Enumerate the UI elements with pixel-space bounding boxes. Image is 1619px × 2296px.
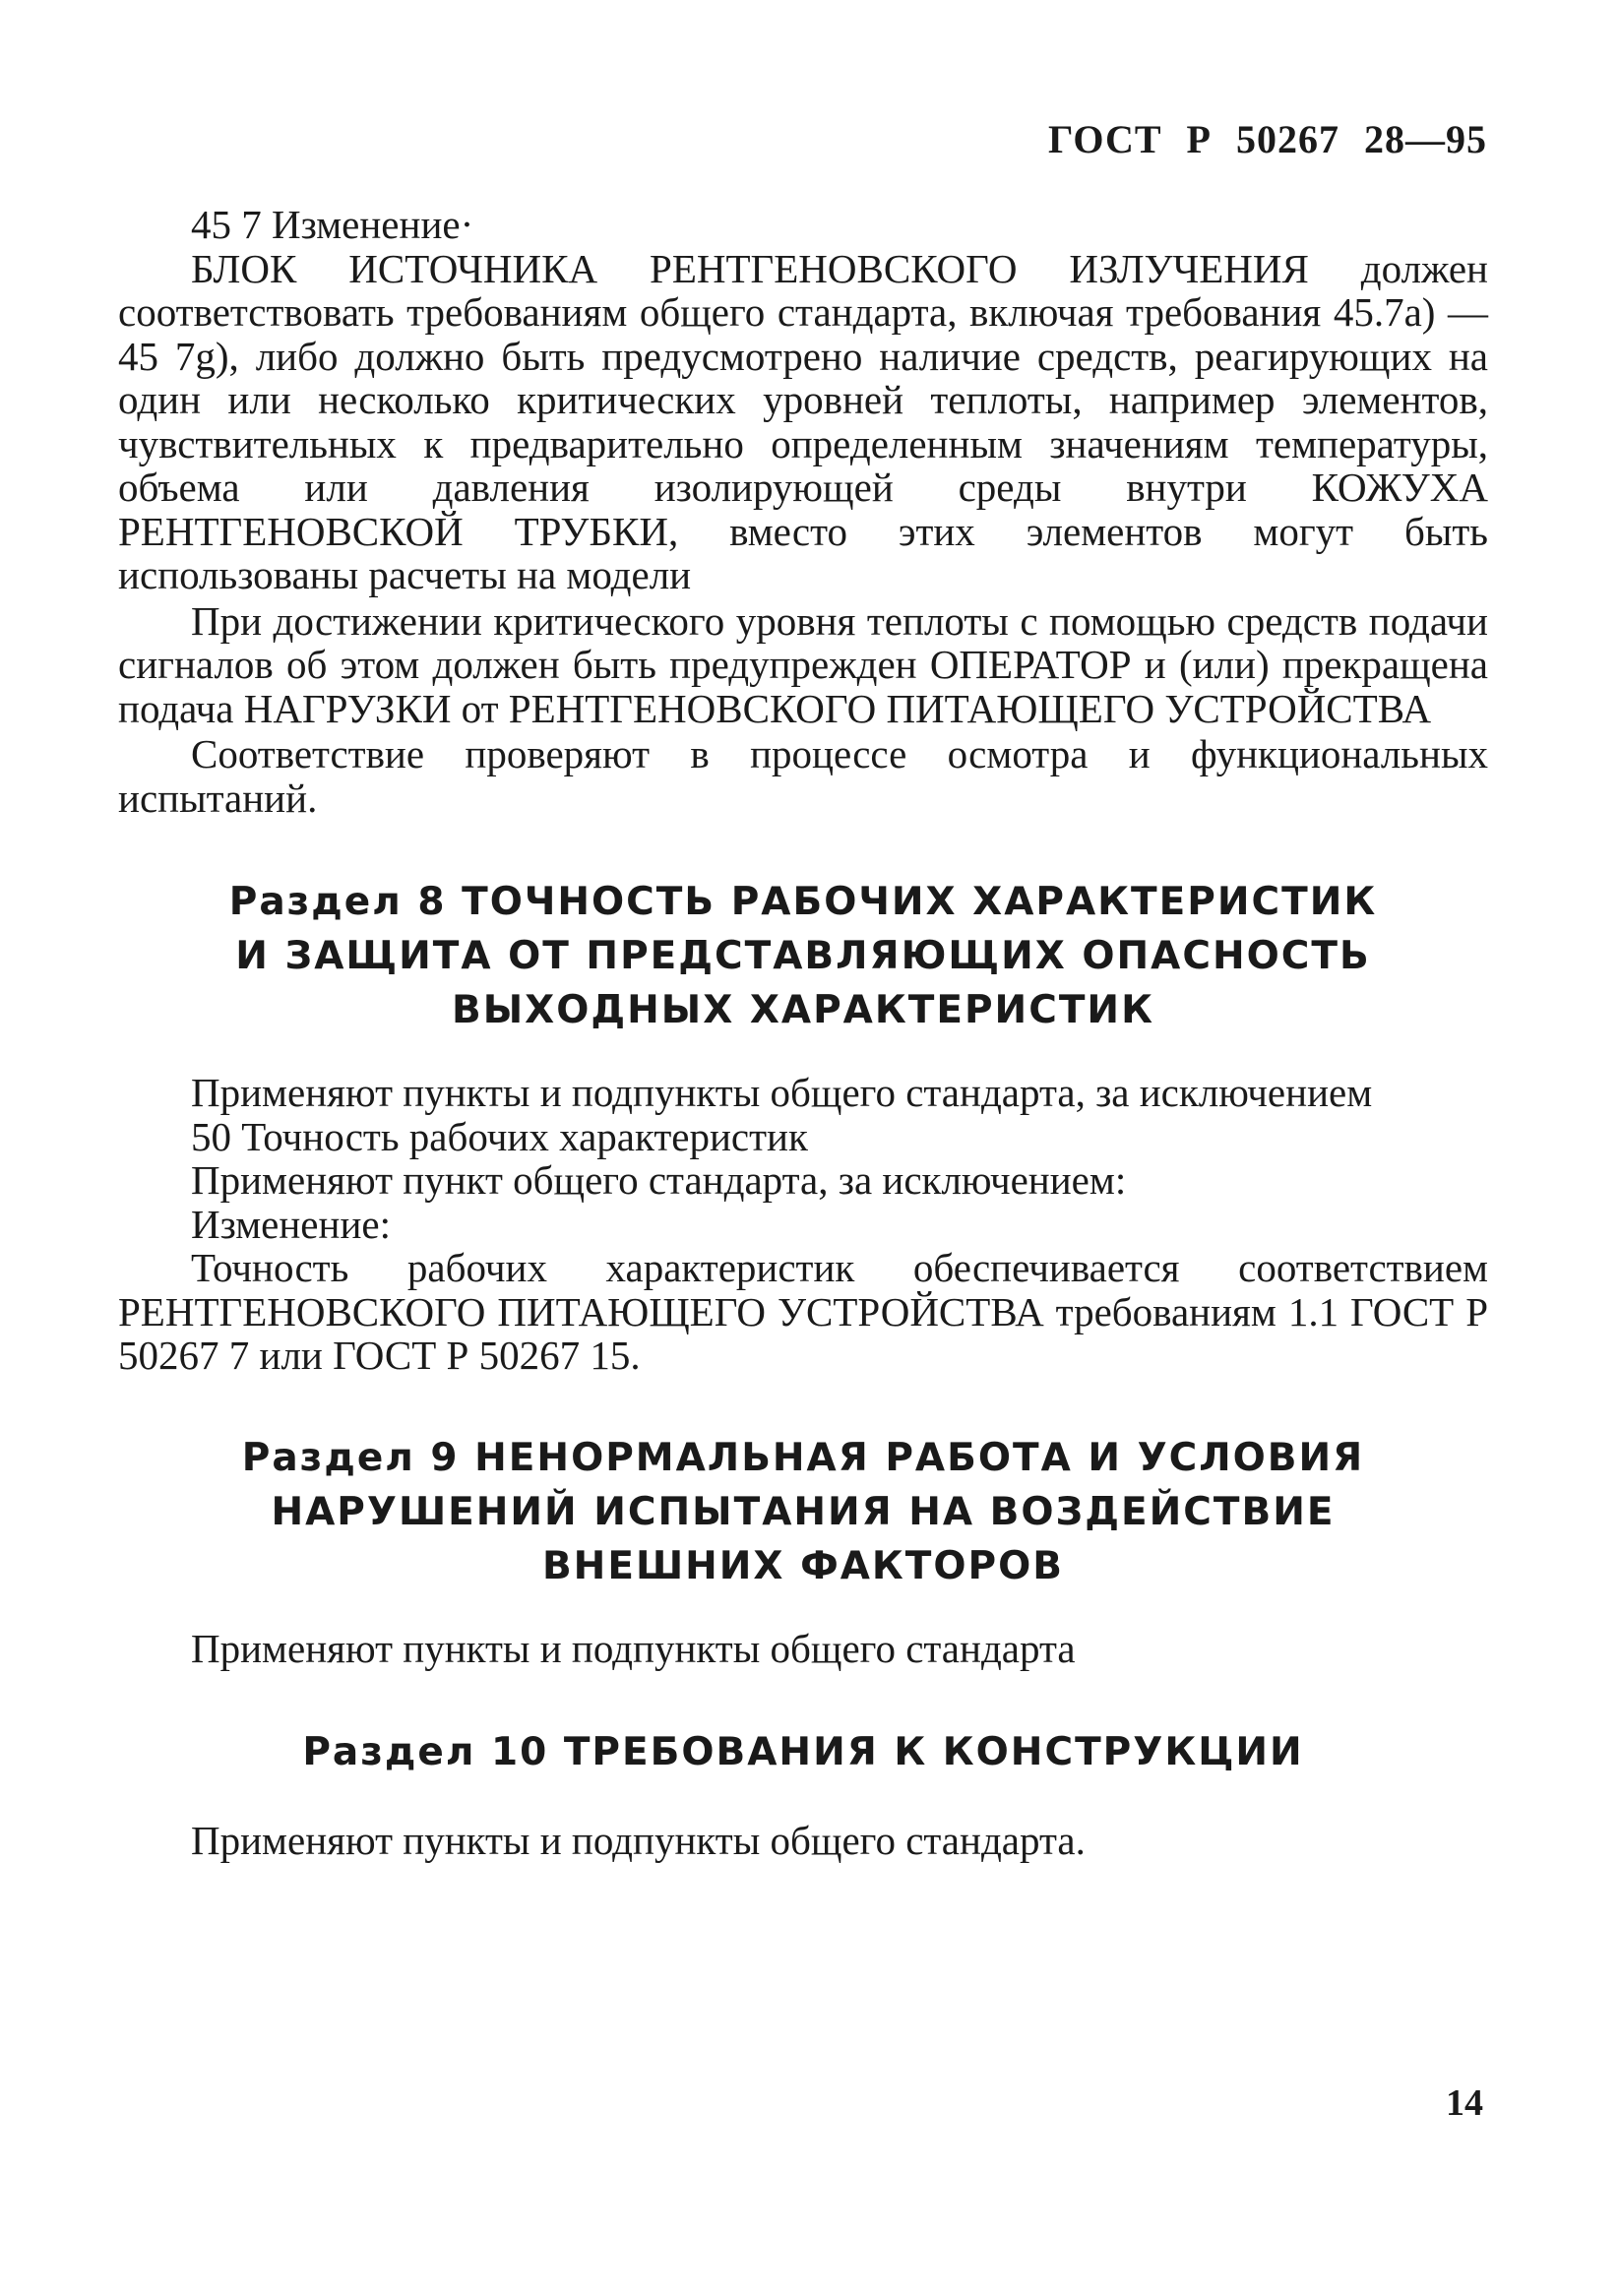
section-8-heading-line-2: И ЗАЩИТА ОТ ПРЕДСТАВЛЯЮЩИХ ОПАСНОСТЬ (235, 934, 1371, 978)
section-9-heading-line-3: ВНЕШНИХ ФАКТОРОВ (541, 1543, 1065, 1588)
section-8-paragraph-1: Применяют пункты и подпункты общего стандарта, за исключением (191, 1070, 1373, 1115)
section-9-heading (118, 1431, 1488, 1593)
section-9-heading-line-2: НАРУШЕНИЙ ИСПЫТАНИЯ НА ВОЗДЕЙСТВИЕ (271, 1489, 1336, 1534)
section-8-paragraph-5: Точность рабочих характеристик обеспечивается соответствием РЕНТГЕНОВСКОГО ПИТАЮЩЕГО УСТРОЙСТВА требованиям 1.1 ГОСТ Р 50267 7 или ГОСТ Р 50267 15. (118, 1245, 1488, 1378)
document-body (118, 203, 1488, 1863)
clause-45-7-paragraph-1: БЛОК ИСТОЧНИКА РЕНТГЕНОВСКОГО ИЗЛУЧЕНИЯ должен соответствовать требованиям общего стандарта, включая требования 45.7а) — 45 7g), либо должно быть предусмотрено наличие средств, реагирующих на один или несколько критических уровней теплоты, например элементов, чувствительных к предварительно определенным значениям температуры, объема или давления изолирующей среды внутри КОЖУХА РЕНТГЕНОВСКОЙ ТРУБКИ, вместо этих элементов могут быть использованы расчеты на модели (118, 245, 1488, 597)
section-9-heading-line-1: Раздел 9 НЕНОРМАЛЬНАЯ РАБОТА И УСЛОВИЯ (241, 1435, 1365, 1480)
clause-50-title: 50 Точность рабочих характеристик (191, 1113, 808, 1159)
section-8-heading (118, 875, 1488, 1037)
section-8-paragraph-3: Применяют пункт общего стандарта, за исключением: (191, 1157, 1127, 1203)
section-8-paragraph-4: Изменение: (191, 1201, 391, 1247)
standard-code-header: ГОСТ Р 50267 28—95 (1047, 117, 1487, 161)
section-9-paragraph-1: Применяют пункты и подпункты общего стандарта (191, 1625, 1076, 1671)
clause-45-7-paragraph-3: Соответствие проверяют в процессе осмотра и функциональных испытаний. (118, 731, 1488, 821)
section-10-heading-line-1: Раздел 10 ТРЕБОВАНИЯ К КОНСТРУКЦИИ (302, 1730, 1304, 1774)
section-10-paragraph-1: Применяют пункты и подпункты общего стандарта. (191, 1818, 1086, 1863)
section-10-heading (118, 1725, 1488, 1779)
clause-45-7-title: 45 7 Изменение· (191, 202, 474, 247)
page-number: 14 (1446, 2082, 1483, 2124)
clause-45-7-paragraph-2: При достижении критического уровня теплоты с помощью средств подачи сигналов об этом должен быть предупрежден ОПЕРАТОР и (или) прекращена подача НАГРУЗКИ от РЕНТГЕНОВСКОГО ПИТАЮЩЕГО УСТРОЙСТВА (118, 597, 1488, 731)
section-8-heading-line-1: Раздел 8 ТОЧНОСТЬ РАБОЧИХ ХАРАКТЕРИСТИК (228, 880, 1378, 924)
section-8-heading-line-3: ВЫХОДНЫХ ХАРАКТЕРИСТИК (452, 988, 1154, 1032)
